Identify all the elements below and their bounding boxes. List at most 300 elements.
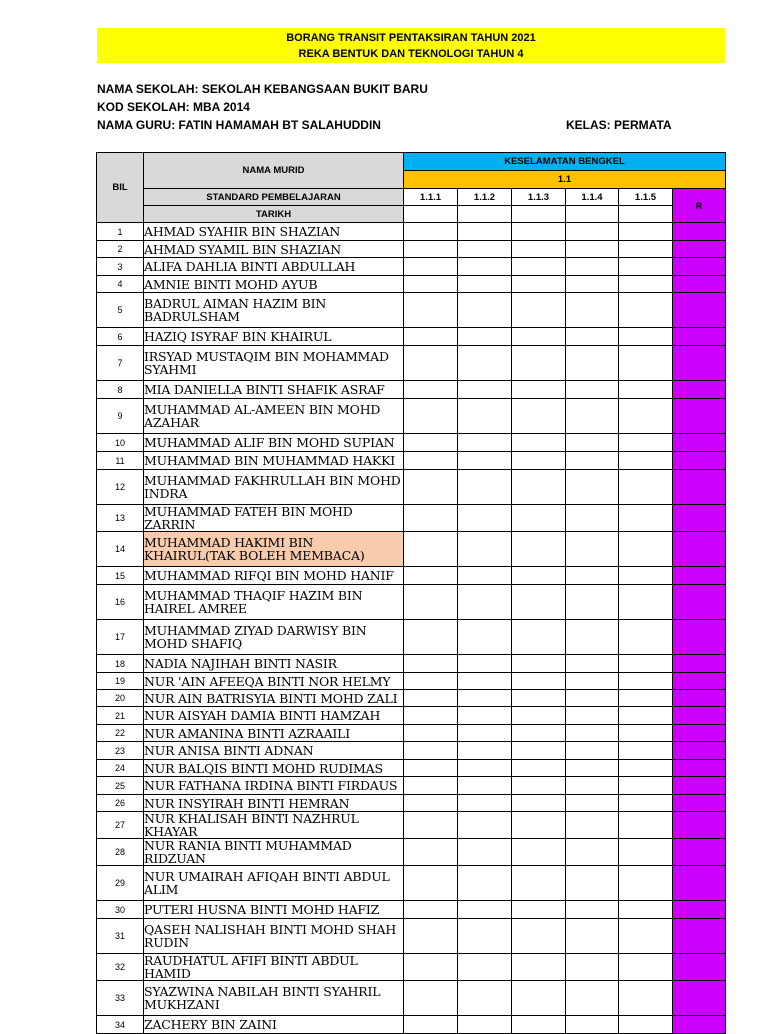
score-cell[interactable] [566,399,619,434]
score-cell[interactable] [619,399,673,434]
student-row [97,258,726,276]
student-row [97,655,726,673]
r-cell[interactable] [673,328,726,346]
score-cell[interactable] [619,532,673,567]
score-cell[interactable] [566,452,619,470]
r-cell[interactable] [673,505,726,532]
score-cell[interactable] [458,673,512,690]
student-name: HAZIQ ISYRAF BIN KHAIRUL [144,328,404,346]
student-number: 4 [97,276,144,293]
student-number: 11 [97,452,144,470]
score-cell[interactable] [512,742,566,760]
student-name: NUR AISYAH DAMIA BINTI HAMZAH [144,707,404,725]
score-cell[interactable] [458,532,512,567]
score-cell[interactable] [404,812,458,839]
student-name: MUHAMMAD RIFQI BIN MOHD HANIF [144,567,404,585]
r-cell[interactable] [673,567,726,585]
score-cell[interactable] [458,919,512,954]
score-cell[interactable] [619,293,673,328]
score-cell[interactable] [404,707,458,725]
score-cell[interactable] [566,812,619,839]
score-cell[interactable] [566,381,619,399]
student-name: NUR AMANINA BINTI AZRAAILI [144,725,404,742]
score-cell[interactable] [619,328,673,346]
score-cell[interactable] [619,812,673,839]
score-cell[interactable] [619,346,673,381]
student-name: MUHAMMAD ALIF BIN MOHD SUPIAN [144,434,404,452]
score-cell[interactable] [619,381,673,399]
student-number: 15 [97,567,144,585]
student-number: 12 [97,470,144,505]
student-number: 16 [97,585,144,620]
student-number: 29 [97,866,144,901]
score-cell[interactable] [404,505,458,532]
r-cell[interactable] [673,258,726,276]
student-name: SYAZWINA NABILAH BINTI SYAHRIL MUKHZANI [144,981,404,1016]
score-cell[interactable] [619,258,673,276]
score-cell[interactable] [404,434,458,452]
score-cell[interactable] [458,276,512,293]
score-cell[interactable] [619,742,673,760]
score-cell[interactable] [512,673,566,690]
score-cell[interactable] [458,707,512,725]
score-cell[interactable] [458,1016,512,1034]
student-row [97,381,726,399]
score-cell[interactable] [458,795,512,812]
score-cell[interactable] [404,399,458,434]
r-cell[interactable] [673,241,726,258]
score-cell[interactable] [458,381,512,399]
r-cell[interactable] [673,223,726,241]
student-name: NUR AIN BATRISYIA BINTI MOHD ZALI [144,690,404,707]
student-number: 14 [97,532,144,567]
score-cell[interactable] [404,954,458,981]
date-cell[interactable] [404,206,458,223]
score-cell[interactable] [619,673,673,690]
score-cell[interactable] [512,532,566,567]
score-cell[interactable] [458,328,512,346]
score-cell[interactable] [566,866,619,901]
date-header: TARIKH [144,206,404,223]
student-row [97,505,726,532]
score-cell[interactable] [458,981,512,1016]
student-name: ZACHERY BIN ZAINI [144,1016,404,1034]
score-cell[interactable] [458,777,512,795]
score-cell[interactable] [512,399,566,434]
score-cell[interactable] [512,346,566,381]
student-name: MUHAMMAD AL-AMEEN BIN MOHD AZAHAR [144,399,404,434]
assessment-table [96,152,726,1034]
student-row [97,452,726,470]
student-row [97,839,726,866]
score-cell[interactable] [619,690,673,707]
r-cell[interactable] [673,399,726,434]
score-cell[interactable] [566,241,619,258]
r-cell[interactable] [673,690,726,707]
score-cell[interactable] [619,620,673,655]
score-cell[interactable] [619,470,673,505]
date-cell[interactable] [458,206,512,223]
score-cell[interactable] [404,690,458,707]
student-row [97,434,726,452]
r-cell[interactable] [673,777,726,795]
student-number: 7 [97,346,144,381]
name-header: NAMA MURID [144,153,404,189]
score-cell[interactable] [512,223,566,241]
student-row [97,585,726,620]
student-row [97,328,726,346]
score-cell[interactable] [458,742,512,760]
score-cell[interactable] [458,505,512,532]
score-cell[interactable] [512,258,566,276]
score-cell[interactable] [512,812,566,839]
score-cell[interactable] [619,452,673,470]
score-cell[interactable] [512,381,566,399]
score-cell[interactable] [566,620,619,655]
r-header: R [673,189,726,223]
score-cell[interactable] [512,452,566,470]
score-cell[interactable] [458,901,512,919]
student-number: 1 [97,223,144,241]
score-cell[interactable] [404,725,458,742]
score-cell[interactable] [458,620,512,655]
student-name: MUHAMMAD HAKIMI BIN KHAIRUL(TAK BOLEH MEMBACA) [144,532,404,567]
score-cell[interactable] [619,839,673,866]
score-cell[interactable] [404,532,458,567]
r-cell[interactable] [673,346,726,381]
student-number: 18 [97,655,144,673]
score-cell[interactable] [566,1016,619,1034]
score-cell[interactable] [404,866,458,901]
score-cell[interactable] [566,777,619,795]
score-cell[interactable] [458,655,512,673]
r-cell[interactable] [673,1016,726,1034]
score-cell[interactable] [566,328,619,346]
score-cell[interactable] [458,241,512,258]
score-cell[interactable] [458,434,512,452]
score-cell[interactable] [404,328,458,346]
student-name: IRSYAD MUSTAQIM BIN MOHAMMAD SYAHMI [144,346,404,381]
standard-2: 1.1.2 [458,189,512,206]
score-cell[interactable] [512,505,566,532]
score-cell[interactable] [566,919,619,954]
score-cell[interactable] [512,725,566,742]
student-number: 10 [97,434,144,452]
r-cell[interactable] [673,866,726,901]
student-row [97,954,726,981]
score-cell[interactable] [566,585,619,620]
r-cell[interactable] [673,901,726,919]
score-cell[interactable] [566,655,619,673]
score-cell[interactable] [458,470,512,505]
score-cell[interactable] [512,241,566,258]
score-cell[interactable] [566,567,619,585]
score-cell[interactable] [512,567,566,585]
score-cell[interactable] [512,866,566,901]
score-cell[interactable] [566,725,619,742]
score-cell[interactable] [566,346,619,381]
score-cell[interactable] [566,532,619,567]
student-number: 20 [97,690,144,707]
r-cell[interactable] [673,981,726,1016]
student-name: RAUDHATUL AFIFI BINTI ABDUL HAMID [144,954,404,981]
score-cell[interactable] [512,839,566,866]
score-cell[interactable] [566,505,619,532]
score-cell[interactable] [619,725,673,742]
form-title: BORANG TRANSIT PENTAKSIRAN TAHUN 2021 [286,32,536,44]
r-cell[interactable] [673,673,726,690]
student-name: BADRUL AIMAN HAZIM BIN BADRULSHAM [144,293,404,328]
score-cell[interactable] [619,901,673,919]
score-cell[interactable] [619,707,673,725]
score-cell[interactable] [566,673,619,690]
score-cell[interactable] [619,777,673,795]
score-cell[interactable] [404,293,458,328]
r-cell[interactable] [673,620,726,655]
score-cell[interactable] [512,795,566,812]
score-cell[interactable] [512,585,566,620]
student-number: 13 [97,505,144,532]
subject-title: REKA BENTUK DAN TEKNOLOGI TAHUN 4 [298,48,524,60]
score-cell[interactable] [619,760,673,777]
student-row [97,1016,726,1034]
r-cell[interactable] [673,954,726,981]
score-cell[interactable] [512,293,566,328]
r-cell[interactable] [673,381,726,399]
score-cell[interactable] [404,258,458,276]
score-cell[interactable] [566,276,619,293]
date-cell[interactable] [566,206,619,223]
score-cell[interactable] [458,585,512,620]
r-cell[interactable] [673,276,726,293]
score-cell[interactable] [619,866,673,901]
score-cell[interactable] [404,452,458,470]
student-row [97,673,726,690]
student-row [97,866,726,901]
score-cell[interactable] [404,1016,458,1034]
student-number: 5 [97,293,144,328]
score-cell[interactable] [512,276,566,293]
score-cell[interactable] [458,690,512,707]
score-cell[interactable] [619,981,673,1016]
student-row [97,346,726,381]
student-row [97,470,726,505]
student-name: MIA DANIELLA BINTI SHAFIK ASRAF [144,381,404,399]
score-cell[interactable] [404,620,458,655]
score-cell[interactable] [404,241,458,258]
standard-header: STANDARD PEMBELAJARAN [144,189,404,206]
score-cell[interactable] [566,223,619,241]
student-name: MUHAMMAD ZIYAD DARWISY BIN MOHD SHAFIQ [144,620,404,655]
score-cell[interactable] [512,434,566,452]
student-name: AHMAD SYAHIR BIN SHAZIAN [144,223,404,241]
score-cell[interactable] [619,585,673,620]
student-name: NUR 'AIN AFEEQA BINTI NOR HELMY [144,673,404,690]
score-cell[interactable] [404,276,458,293]
score-cell[interactable] [619,655,673,673]
student-number: 22 [97,725,144,742]
school-name: NAMA SEKOLAH: SEKOLAH KEBANGSAAN BUKIT BARU [97,82,428,96]
score-cell[interactable] [404,346,458,381]
score-cell[interactable] [566,742,619,760]
student-name: NUR UMAIRAH AFIQAH BINTI ABDUL ALIM [144,866,404,901]
student-number: 32 [97,954,144,981]
score-cell[interactable] [404,223,458,241]
student-number: 19 [97,673,144,690]
student-name: PUTERI HUSNA BINTI MOHD HAFIZ [144,901,404,919]
student-name: AMNIE BINTI MOHD AYUB [144,276,404,293]
student-number: 9 [97,399,144,434]
student-row [97,532,726,567]
student-number: 17 [97,620,144,655]
score-cell[interactable] [566,293,619,328]
score-cell[interactable] [512,328,566,346]
score-cell[interactable] [404,742,458,760]
score-cell[interactable] [512,777,566,795]
score-cell[interactable] [566,470,619,505]
score-cell[interactable] [458,399,512,434]
score-cell[interactable] [458,223,512,241]
student-row [97,725,726,742]
student-number: 21 [97,707,144,725]
student-number: 23 [97,742,144,760]
score-cell[interactable] [404,381,458,399]
score-cell[interactable] [512,690,566,707]
r-cell[interactable] [673,839,726,866]
score-cell[interactable] [404,919,458,954]
score-cell[interactable] [619,276,673,293]
r-cell[interactable] [673,707,726,725]
score-cell[interactable] [566,760,619,777]
student-name: MUHAMMAD FAKHRULLAH BIN MOHD INDRA [144,470,404,505]
standard-3: 1.1.3 [512,189,566,206]
r-cell[interactable] [673,655,726,673]
r-cell[interactable] [673,470,726,505]
score-cell[interactable] [619,434,673,452]
student-name: NUR ANISA BINTI ADNAN [144,742,404,760]
score-cell[interactable] [619,954,673,981]
score-cell[interactable] [404,673,458,690]
r-cell[interactable] [673,795,726,812]
student-name: MUHAMMAD THAQIF HAZIM BIN HAIREL AMREE [144,585,404,620]
r-cell[interactable] [673,742,726,760]
r-cell[interactable] [673,452,726,470]
score-cell[interactable] [404,655,458,673]
student-row [97,399,726,434]
score-cell[interactable] [512,620,566,655]
score-cell[interactable] [619,919,673,954]
score-cell[interactable] [566,258,619,276]
score-cell[interactable] [512,470,566,505]
score-cell[interactable] [512,655,566,673]
score-cell[interactable] [404,760,458,777]
score-cell[interactable] [404,839,458,866]
score-cell[interactable] [458,346,512,381]
score-cell[interactable] [404,777,458,795]
student-row [97,760,726,777]
score-cell[interactable] [566,795,619,812]
score-cell[interactable] [619,223,673,241]
score-cell[interactable] [619,1016,673,1034]
score-cell[interactable] [458,567,512,585]
score-cell[interactable] [512,1016,566,1034]
score-cell[interactable] [566,901,619,919]
score-cell[interactable] [404,585,458,620]
r-cell[interactable] [673,585,726,620]
student-row [97,690,726,707]
score-cell[interactable] [458,839,512,866]
score-cell[interactable] [458,760,512,777]
student-row [97,901,726,919]
score-cell[interactable] [458,954,512,981]
date-cell[interactable] [512,206,566,223]
score-cell[interactable] [512,707,566,725]
score-cell[interactable] [566,707,619,725]
student-row [97,981,726,1016]
score-cell[interactable] [404,795,458,812]
score-cell[interactable] [566,839,619,866]
score-cell[interactable] [404,567,458,585]
standard-4: 1.1.4 [566,189,619,206]
score-cell[interactable] [619,241,673,258]
r-cell[interactable] [673,725,726,742]
score-cell[interactable] [566,981,619,1016]
title-banner [97,28,725,63]
teacher-name: NAMA GURU: FATIN HAMAMAH BT SALAHUDDIN [97,118,381,132]
r-cell[interactable] [673,812,726,839]
score-cell[interactable] [512,981,566,1016]
score-cell[interactable] [458,258,512,276]
student-number: 34 [97,1016,144,1034]
score-cell[interactable] [404,901,458,919]
score-cell[interactable] [619,795,673,812]
score-cell[interactable] [458,866,512,901]
score-cell[interactable] [566,690,619,707]
student-row [97,620,726,655]
student-row [97,707,726,725]
student-number: 33 [97,981,144,1016]
r-cell[interactable] [673,919,726,954]
student-row [97,223,726,241]
score-cell[interactable] [458,725,512,742]
score-cell[interactable] [512,901,566,919]
score-cell[interactable] [566,434,619,452]
student-number: 2 [97,241,144,258]
score-cell[interactable] [566,954,619,981]
score-cell[interactable] [458,293,512,328]
r-cell[interactable] [673,434,726,452]
score-cell[interactable] [619,505,673,532]
score-cell[interactable] [512,954,566,981]
school-code: KOD SEKOLAH: MBA 2014 [97,100,250,114]
student-number: 27 [97,812,144,839]
score-cell[interactable] [404,470,458,505]
score-cell[interactable] [512,760,566,777]
student-name: AHMAD SYAMIL BIN SHAZIAN [144,241,404,258]
r-cell[interactable] [673,760,726,777]
score-cell[interactable] [458,812,512,839]
score-cell[interactable] [512,919,566,954]
score-cell[interactable] [619,567,673,585]
r-cell[interactable] [673,532,726,567]
date-cell[interactable] [619,206,673,223]
topic-header: KESELAMATAN BENGKEL [404,153,726,171]
student-row [97,812,726,839]
score-cell[interactable] [458,452,512,470]
r-cell[interactable] [673,293,726,328]
bil-header: BIL [97,153,144,223]
score-cell[interactable] [404,981,458,1016]
